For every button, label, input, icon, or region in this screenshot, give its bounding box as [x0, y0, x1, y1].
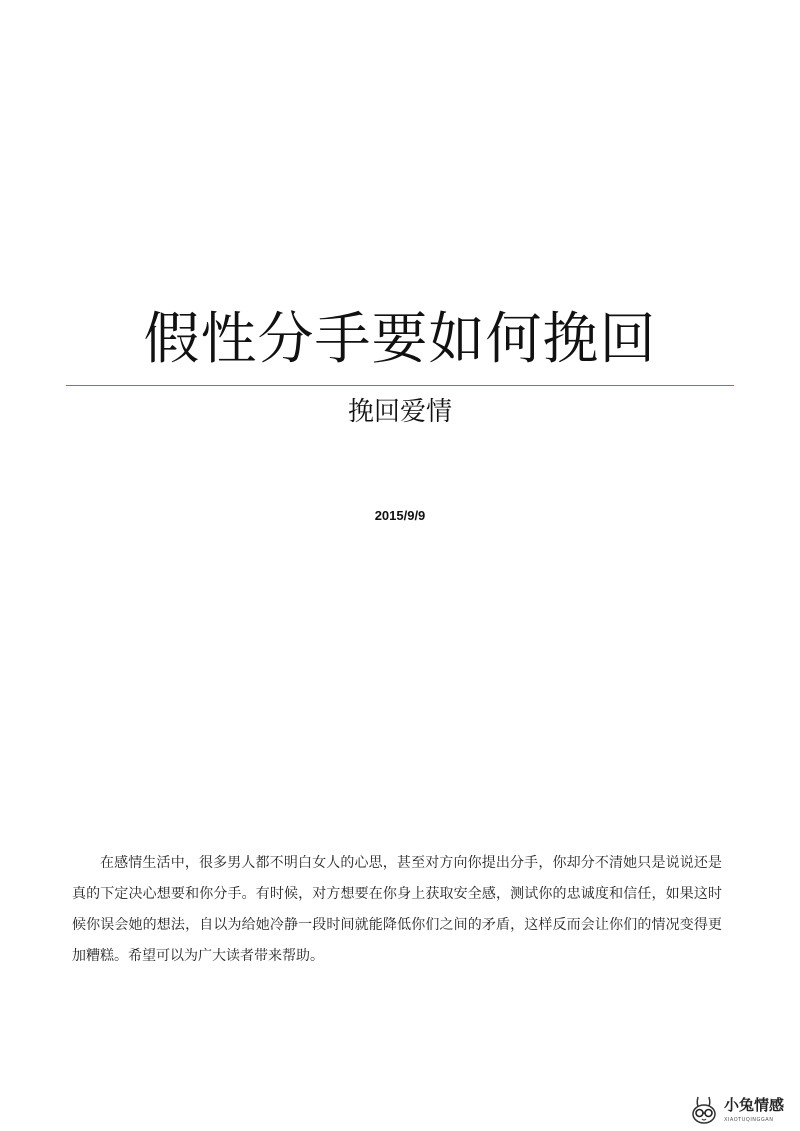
- document-subtitle: 挽回爱情: [347, 397, 452, 427]
- watermark-subtext: XIAOTUQINGGAN: [724, 1117, 774, 1123]
- document-date: 2015/9/9: [374, 508, 426, 523]
- body-paragraph: 在感情生活中，很多男人都不明白女人的心思，甚至对方向你提出分手，你却分不清她只是说说还是真的下定决心想要和你分手。有时候，对方想要在你身上获取安全感，测试你的忠诚度和信任，如果这时候你误会她的想法，自以为给她冷静一段时间就能降低你们之间的矛盾，这样反而会让你们的情况变得更加糟糕。希望可以为广大读者带来帮助。: [72, 855, 722, 964]
- watermark-name: 小兔情感: [724, 1096, 785, 1114]
- rabbit-glasses-icon: [688, 1094, 720, 1126]
- watermark-logo: [688, 1092, 794, 1128]
- title-divider: [66, 385, 734, 386]
- document-title: 假性分手要如何挽回: [143, 307, 657, 372]
